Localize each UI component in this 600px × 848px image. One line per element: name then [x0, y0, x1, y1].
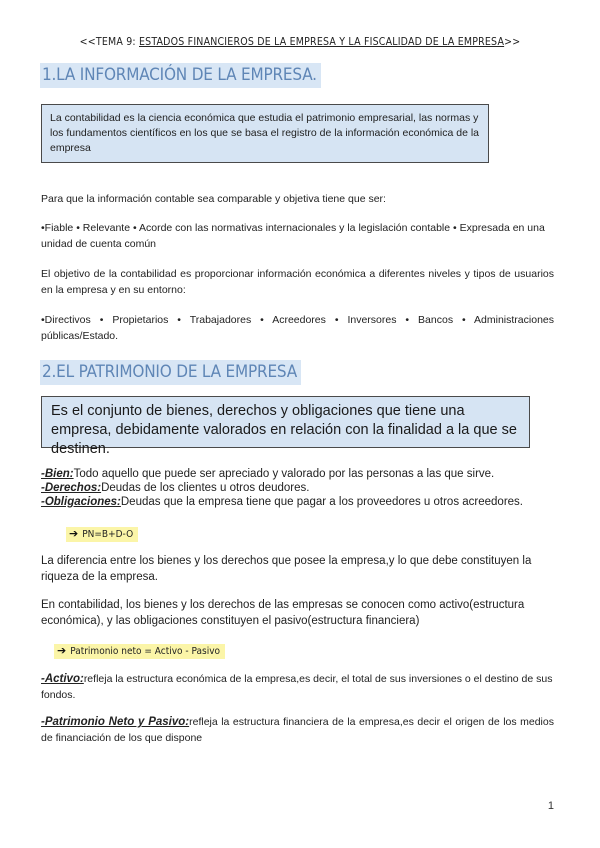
text-bien: Todo aquello que puede ser apreciado y valorado por las personas a las que sirve. [73, 468, 495, 480]
document-title [0, 36, 600, 48]
formula-highlight-2 [54, 644, 225, 659]
title-suffix: >> [504, 36, 521, 48]
term-obligaciones: -Obligaciones: [41, 496, 121, 508]
text-activo: refleja la estructura económica de la empresa,es decir, el total de sus inversiones o el destino de sus fondos. [41, 673, 553, 701]
formula-text-2: Patrimonio neto = Activo - Pasivo [70, 646, 221, 657]
text-patrimonio-neto-pasivo: refleja la estructura financiera de la empresa,es decir el origen de los medios de financiación de los que dispone [41, 716, 554, 744]
term-derechos: -Derechos: [41, 482, 102, 494]
formula-patrimonio-neto-2 [54, 641, 225, 659]
title-text: ESTADOS FINANCIEROS DE LA EMPRESA Y LA FISCALIDAD DE LA EMPRESA [139, 36, 505, 48]
term-patrimonio-neto-pasivo: -Patrimonio Neto y Pasivo: [41, 716, 190, 728]
paragraph-usuarios: •Directivos • Propietarios • Trabajadores • Acreedores • Inversores • Bancos • Administraciones públicas/Estado. [41, 314, 554, 342]
arrow-right-icon: ➔ [57, 644, 67, 657]
formula-text: PN=B+D-O [82, 529, 134, 540]
formula-patrimonio-neto [66, 524, 138, 542]
paragraph-diferencia: La diferencia entre los bienes y los derechos que posee la empresa,y lo que debe constituyen la riqueza de la empresa. [41, 555, 532, 583]
paragraph-activo-pasivo: En contabilidad, los bienes y los derechos de las empresas se conocen como activo(estructura económica), y las obligaciones constituyen el pasivo(estructura financiera) [41, 599, 525, 627]
definition-patrimonio-neto-pasivo [41, 714, 554, 746]
definition-bien [41, 467, 494, 481]
paragraph-caracteristicas: •Fiable • Relevante • Acorde con las normativas internacionales y la legislación contable • Expresada en una unidad de cuenta común [41, 222, 545, 250]
term-bien: -Bien: [41, 468, 74, 480]
section-1-heading: 1.LA INFORMACIÓN DE LA EMPRESA. [40, 63, 321, 88]
term-activo: -Activo: [41, 673, 84, 685]
text-derechos: Deudas de los clientes u otros deudores. [101, 482, 310, 494]
definition-activo [41, 671, 554, 703]
definition-box-contabilidad: La contabilidad es la ciencia económica que estudia el patrimonio empresarial, las normas y los fundamentos científicos en los que se basa el registro de la información económica de la empresa [41, 104, 489, 163]
text-obligaciones: Deudas que la empresa tiene que pagar a los proveedores u otros acreedores. [120, 496, 523, 508]
paragraph-requisitos: Para que la información contable sea comparable y objetiva tiene que ser: [41, 193, 386, 205]
page-number: 1 [547, 800, 554, 812]
title-prefix: <<TEMA 9: [79, 36, 139, 48]
paragraph-objetivo: El objetivo de la contabilidad es proporcionar información económica a diferentes niveles y tipos de usuarios en la empresa y en su entorno: [41, 268, 554, 296]
section-2-heading: 2.EL PATRIMONIO DE LA EMPRESA [40, 360, 301, 385]
definition-box-patrimonio: Es el conjunto de bienes, derechos y obligaciones que tiene una empresa, debidamente valorados en relación con la finalidad a la que se destinen. [41, 396, 530, 448]
definition-obligaciones [41, 495, 523, 509]
definition-derechos [41, 481, 309, 495]
arrow-right-icon: ➔ [69, 527, 79, 540]
formula-highlight [66, 527, 138, 542]
